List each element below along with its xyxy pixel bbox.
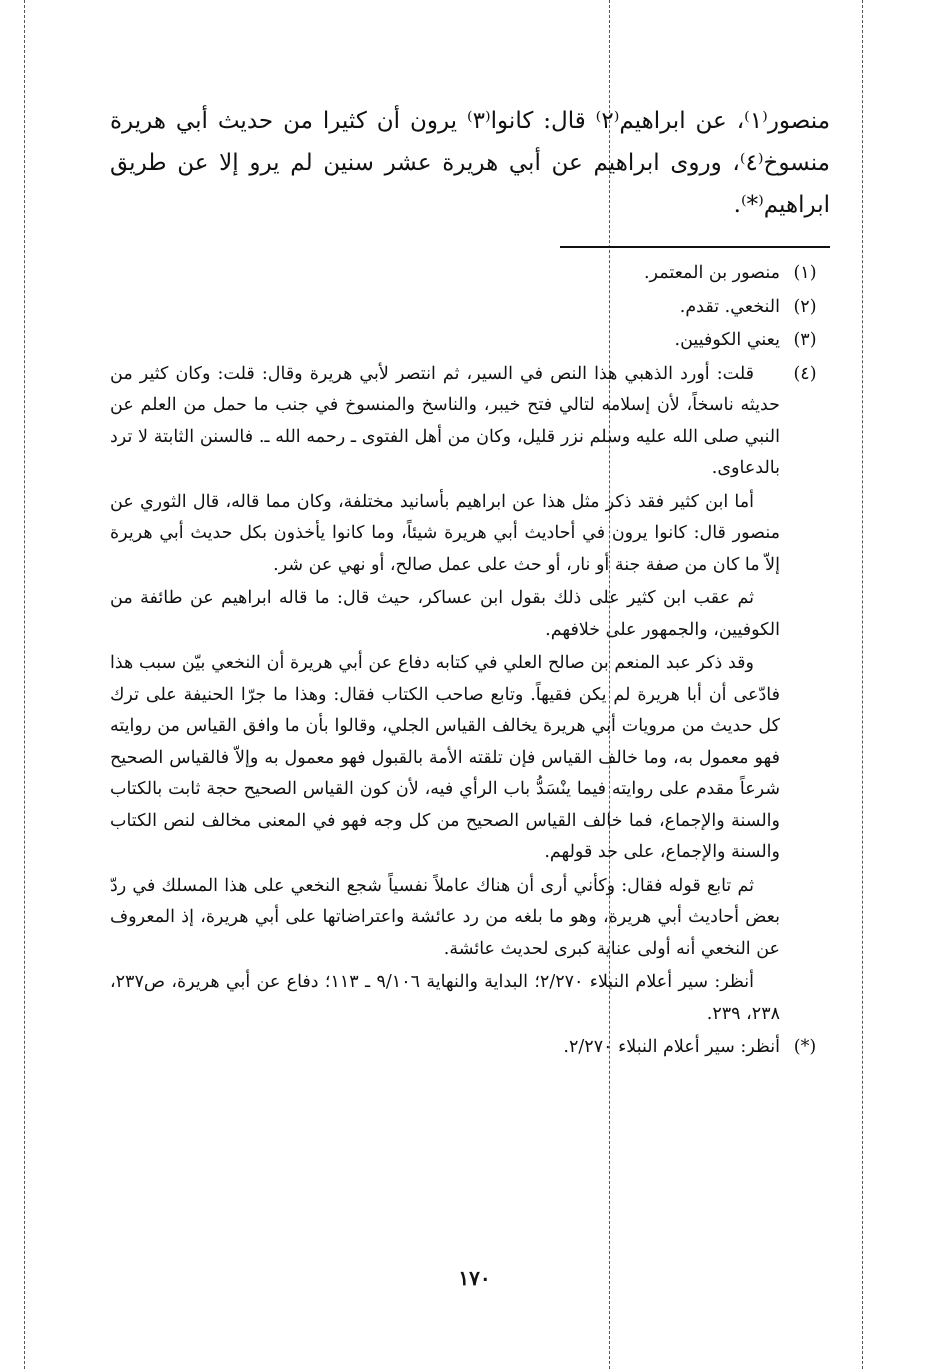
footnote-1 [110,258,830,292]
footnote-number: (٢) [793,296,817,317]
footnote-number: (*) [793,1037,817,1057]
footnote-paragraph: قلت: أورد الذهبي هذا النص في السير، ثم انتصر لأبي هريرة وقال: قلت: وكان كثير من حديثه ناسخاً، لأن إسلامه لتالي فتح خيبر، والناسخ والمنسوخ في جنب ما حمل من العلم عن النبي صلى الله عليه وسلم نزر قليل، وكان من أهل الفتوى ـ رحمه الله ـ. فالسنن الثابتة لا ترد بالدعاوى. [110,363,780,478]
footnote-paragraph: ثم تابع قوله فقال: وكأني أرى أن هناك عاملاً نفسياً شجع النخعي على هذا المسلك في ردّ بعض أحاديث أبي هريرة، وهو ما بلغه من رد عائشة واعتراضاتها على أبي هريرة، إذ المعروف عن النخعي أنه أولى عناية كبرى لحديث عائشة. [110,875,780,959]
footnote-text: النخعي. تقدم. [679,296,780,317]
footnote-separator [560,246,830,248]
footnote-text: أنظر: سير أعلام النبلاء ٢/٢٧٠. [563,1037,780,1057]
footnote-star [110,1032,830,1066]
footnote-4 [110,359,830,1033]
footnote-paragraph: وقد ذكر عبد المنعم بن صالح العلي في كتابه دفاع عن أبي هريرة أن النخعي بيّن سبب هذا فادّعى أن أبا هريرة لم يكن فقيهاً. وتابع صاحب الكتاب فقال: وهذا ما جرّا الحنيفة على ترك كل حديث من مرويات أبي هريرة يخالف القياس الجلي، وقالوا بأن ما وافق القياس من روايته فهو معمول به، وما خالف القياس فإن تلقته الأمة بالقبول فهو معمول به وإلاّ فالقياس الصحيح شرعاً مقدم على روايته فيما ينْسَدُّ باب الرأي فيه، لأن كون القياس الصحيح حجة ثابت بالكتاب والسنة والإجماع، فما خالف القياس الصحيح من كل وجه فهو في المعنى مخالف لنص الكتاب والسنة والإجماع، على حد قولهم. [110,653,780,862]
footnotes [110,258,830,1066]
footnote-paragraph: أما ابن كثير فقد ذكر مثل هذا عن ابراهيم بأسانيد مختلفة، وكان مما قاله، قال الثوري عن منصور قال: كانوا يرون في أحاديث أبي هريرة شيئاً، وما كانوا يأخذون بكل حديث أبي هريرة إلاّ ما كان من صفة جنة أو نار، أو حث على عمل صالح، أو نهي عن شر. [110,491,780,575]
footnote-number: (١) [793,263,817,283]
main-text: منصور⁽١⁾، عن ابراهيم⁽٢⁾ قال: كانوا⁽٣⁾ يرون أن كثيرا من حديث أبي هريرة منسوخ⁽٤⁾، وروى ابراهيم عن أبي هريرة عشر سنين لم يرو إلا عن طريق ابراهيم⁽*⁾. [110,108,831,218]
footnote-paragraph: ثم عقب ابن كثير على ذلك بقول ابن عساكر، حيث قال: ما قاله ابراهيم عن طائفة من الكوفيين، والجمهور على خلافهم. [110,588,780,640]
footnote-number: (٣) [793,330,817,350]
footnote-reference: أنظر: سير أعلام النبلاء ٢/٢٧٠؛ البداية والنهاية ٩/١٠٦ ـ ١١٣؛ دفاع عن أبي هريرة، ص٢٣٧، ٢٣٨، ٢٣٩. [110,972,780,1024]
page-number: ١٧٠ [458,1266,491,1290]
footnote-number: (٤) [793,363,817,384]
page-body [110,100,830,1066]
footnote-2 [110,292,830,326]
footnote-3 [110,325,830,359]
footnote-text: يعني الكوفيين. [674,330,780,350]
binding-line-left [24,0,25,1369]
footnote-text: منصور بن المعتمر. [643,263,780,283]
binding-line-right [862,0,863,1369]
